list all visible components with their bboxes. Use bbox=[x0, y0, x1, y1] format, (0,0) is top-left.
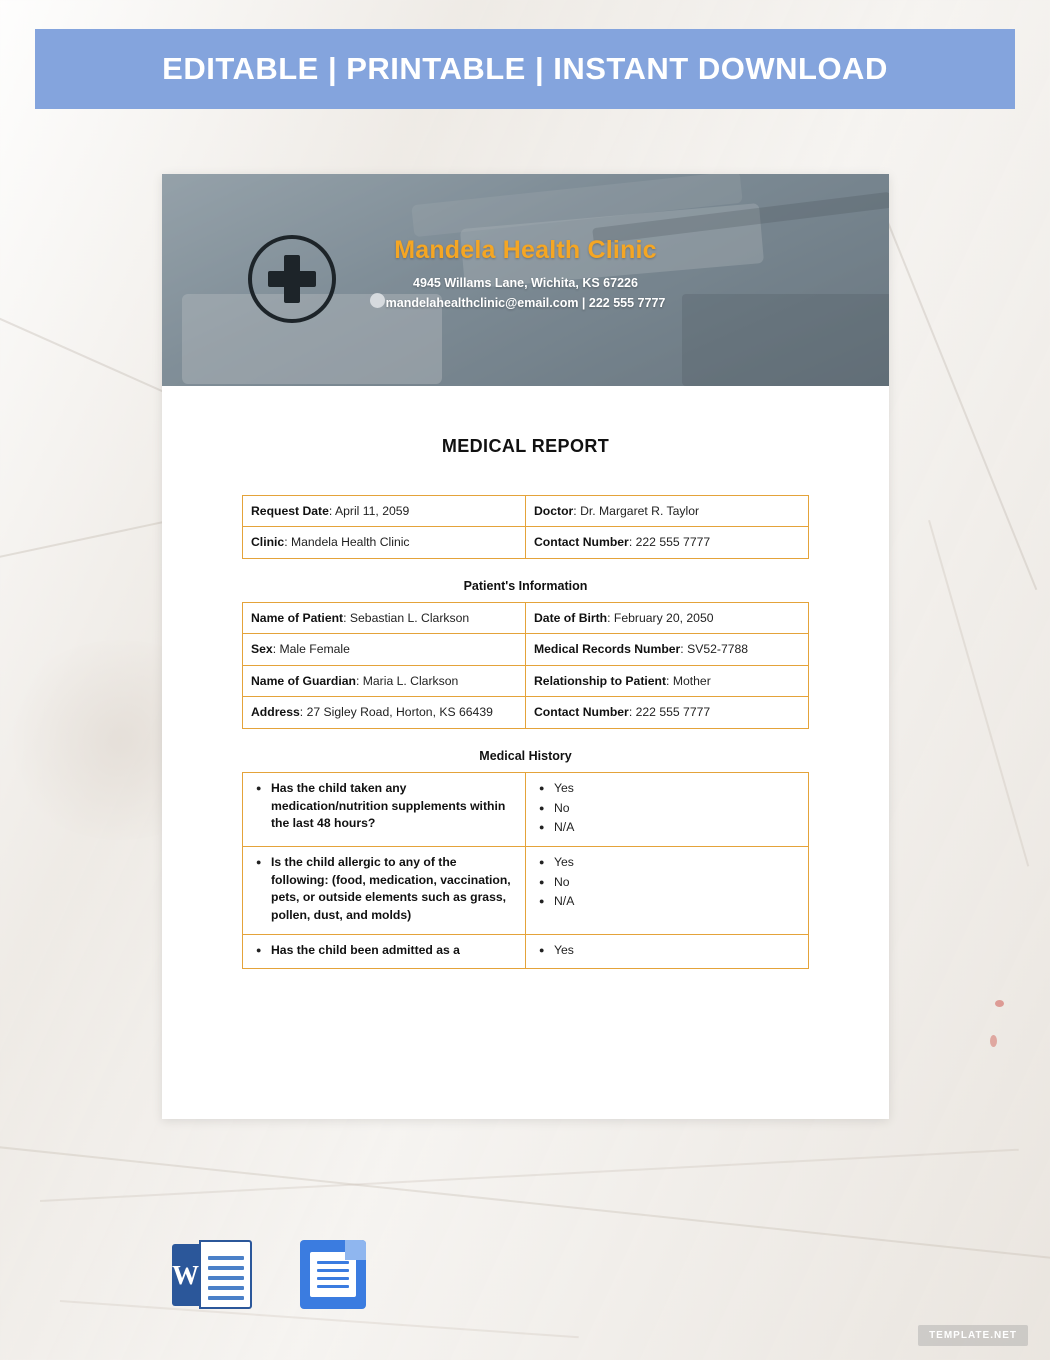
history-answer-cell bbox=[526, 934, 809, 969]
doctor-cell bbox=[526, 496, 809, 527]
table-row bbox=[243, 665, 809, 696]
doctor-value: Dr. Margaret R. Taylor bbox=[580, 504, 700, 518]
background-vein bbox=[40, 1149, 1019, 1202]
address-cell bbox=[243, 697, 526, 728]
background-blotch bbox=[990, 1035, 997, 1047]
dob-value: February 20, 2050 bbox=[613, 610, 714, 625]
letterhead bbox=[162, 174, 889, 386]
doctor-label: Doctor bbox=[534, 504, 574, 518]
history-question-cell bbox=[243, 846, 526, 934]
guardian-name-cell bbox=[243, 665, 526, 696]
table-row bbox=[243, 496, 809, 527]
google-docs-icon[interactable] bbox=[293, 1240, 373, 1309]
watermark: TEMPLATE.NET bbox=[918, 1325, 1028, 1346]
clinic-name: Mandela Health Clinic bbox=[394, 236, 657, 264]
background-blotch bbox=[995, 1000, 1004, 1007]
table-row bbox=[243, 846, 809, 934]
address-label: Address bbox=[251, 705, 300, 720]
promo-banner bbox=[35, 29, 1015, 109]
colon: : bbox=[284, 535, 291, 550]
colon: : bbox=[607, 610, 614, 625]
relationship-value: Mother bbox=[672, 673, 711, 688]
colon: : bbox=[628, 705, 636, 720]
colon: : bbox=[680, 642, 688, 657]
background-vein bbox=[929, 520, 1030, 866]
sex-cell bbox=[243, 634, 526, 665]
records-number-cell bbox=[526, 634, 809, 665]
dob-cell bbox=[526, 602, 809, 633]
table-row bbox=[243, 697, 809, 728]
dob-label: Date of Birth bbox=[534, 610, 608, 625]
guardian-name-label: Name of Guardian bbox=[251, 673, 356, 688]
answer-option[interactable]: ● Yes bbox=[554, 854, 800, 872]
history-question: ● Has the child taken any medication/nutrition supplements within the last 48 hours? bbox=[271, 780, 517, 833]
history-question-cell bbox=[243, 772, 526, 846]
word-glyph: W bbox=[172, 1259, 199, 1290]
patient-name-label: Name of Patient bbox=[251, 610, 344, 625]
history-answer-cell bbox=[526, 772, 809, 846]
table-row bbox=[243, 527, 809, 558]
history-answer-cell bbox=[526, 846, 809, 934]
page-title: MEDICAL REPORT bbox=[441, 436, 610, 456]
address-value: 27 Sigley Road, Horton, KS 66439 bbox=[306, 705, 493, 720]
history-section-title: Medical History bbox=[479, 748, 572, 763]
sex-value: Male Female bbox=[279, 642, 350, 657]
records-number-label: Medical Records Number bbox=[534, 642, 681, 657]
history-question-cell bbox=[243, 934, 526, 969]
patient-name-value: Sebastian L. Clarkson bbox=[349, 610, 470, 625]
clinic-label: Clinic bbox=[251, 535, 285, 550]
guardian-name-value: Maria L. Clarkson bbox=[362, 673, 459, 688]
colon: : bbox=[343, 610, 350, 625]
background-vein bbox=[0, 1140, 1050, 1267]
request-date-cell bbox=[243, 496, 526, 527]
colon: : bbox=[628, 535, 636, 550]
sex-label: Sex bbox=[251, 642, 273, 657]
document-body bbox=[162, 386, 889, 969]
contact-number-value: 222 555 7777 bbox=[635, 535, 711, 550]
relationship-cell bbox=[526, 665, 809, 696]
colon: : bbox=[272, 642, 280, 657]
answer-option[interactable]: ● N/A bbox=[554, 819, 800, 837]
table-row bbox=[243, 934, 809, 969]
clinic-address: 4945 Willams Lane, Wichita, KS 67226 bbox=[413, 276, 638, 290]
guardian-contact-label: Contact Number bbox=[534, 705, 629, 720]
guardian-contact-value: 222 555 7777 bbox=[635, 705, 711, 720]
colon: : bbox=[355, 673, 363, 688]
guardian-contact-cell bbox=[526, 697, 809, 728]
request-date-label: Request Date bbox=[251, 504, 329, 518]
answer-option[interactable]: ● No bbox=[554, 800, 800, 818]
table-row bbox=[243, 772, 809, 846]
records-number-value: SV52-7788 bbox=[687, 642, 749, 657]
patient-section-title: Patient's Information bbox=[463, 578, 588, 593]
answer-option[interactable]: ● N/A bbox=[554, 893, 800, 911]
colon: : bbox=[328, 504, 335, 518]
colon: : bbox=[573, 504, 581, 518]
patient-name-cell bbox=[243, 602, 526, 633]
letterhead-text bbox=[162, 236, 889, 316]
history-question: ● Is the child allergic to any of the following: (food, medication, vaccination, pets, or outside elements such as grass, pollen, dust, and molds) bbox=[271, 854, 517, 925]
table-row bbox=[243, 634, 809, 665]
contact-number-cell bbox=[526, 527, 809, 558]
colon: : bbox=[666, 673, 673, 688]
file-format-icons bbox=[172, 1240, 373, 1309]
microsoft-word-icon[interactable] bbox=[172, 1240, 252, 1309]
answer-option[interactable]: ● No bbox=[554, 874, 800, 892]
history-question: ● Has the child been admitted as a bbox=[271, 942, 517, 960]
request-info-table bbox=[242, 495, 809, 559]
request-date-value: April 11, 2059 bbox=[335, 504, 410, 518]
clinic-value: Mandela Health Clinic bbox=[290, 535, 410, 550]
answer-option[interactable]: ● Yes bbox=[554, 942, 800, 960]
patient-info-table bbox=[242, 602, 809, 729]
table-row bbox=[243, 602, 809, 633]
contact-number-label: Contact Number bbox=[534, 535, 629, 550]
background-vein bbox=[878, 200, 1037, 590]
document-sheet bbox=[162, 174, 889, 1119]
relationship-label: Relationship to Patient bbox=[534, 673, 667, 688]
promo-banner-text: EDITABLE | PRINTABLE | INSTANT DOWNLOAD bbox=[162, 51, 888, 86]
answer-option[interactable]: ● Yes bbox=[554, 780, 800, 798]
clinic-cell bbox=[243, 527, 526, 558]
colon: : bbox=[299, 705, 307, 720]
medical-history-table bbox=[242, 772, 809, 970]
clinic-contact: mandelahealthclinic@email.com | 222 555 7777 bbox=[385, 296, 666, 310]
